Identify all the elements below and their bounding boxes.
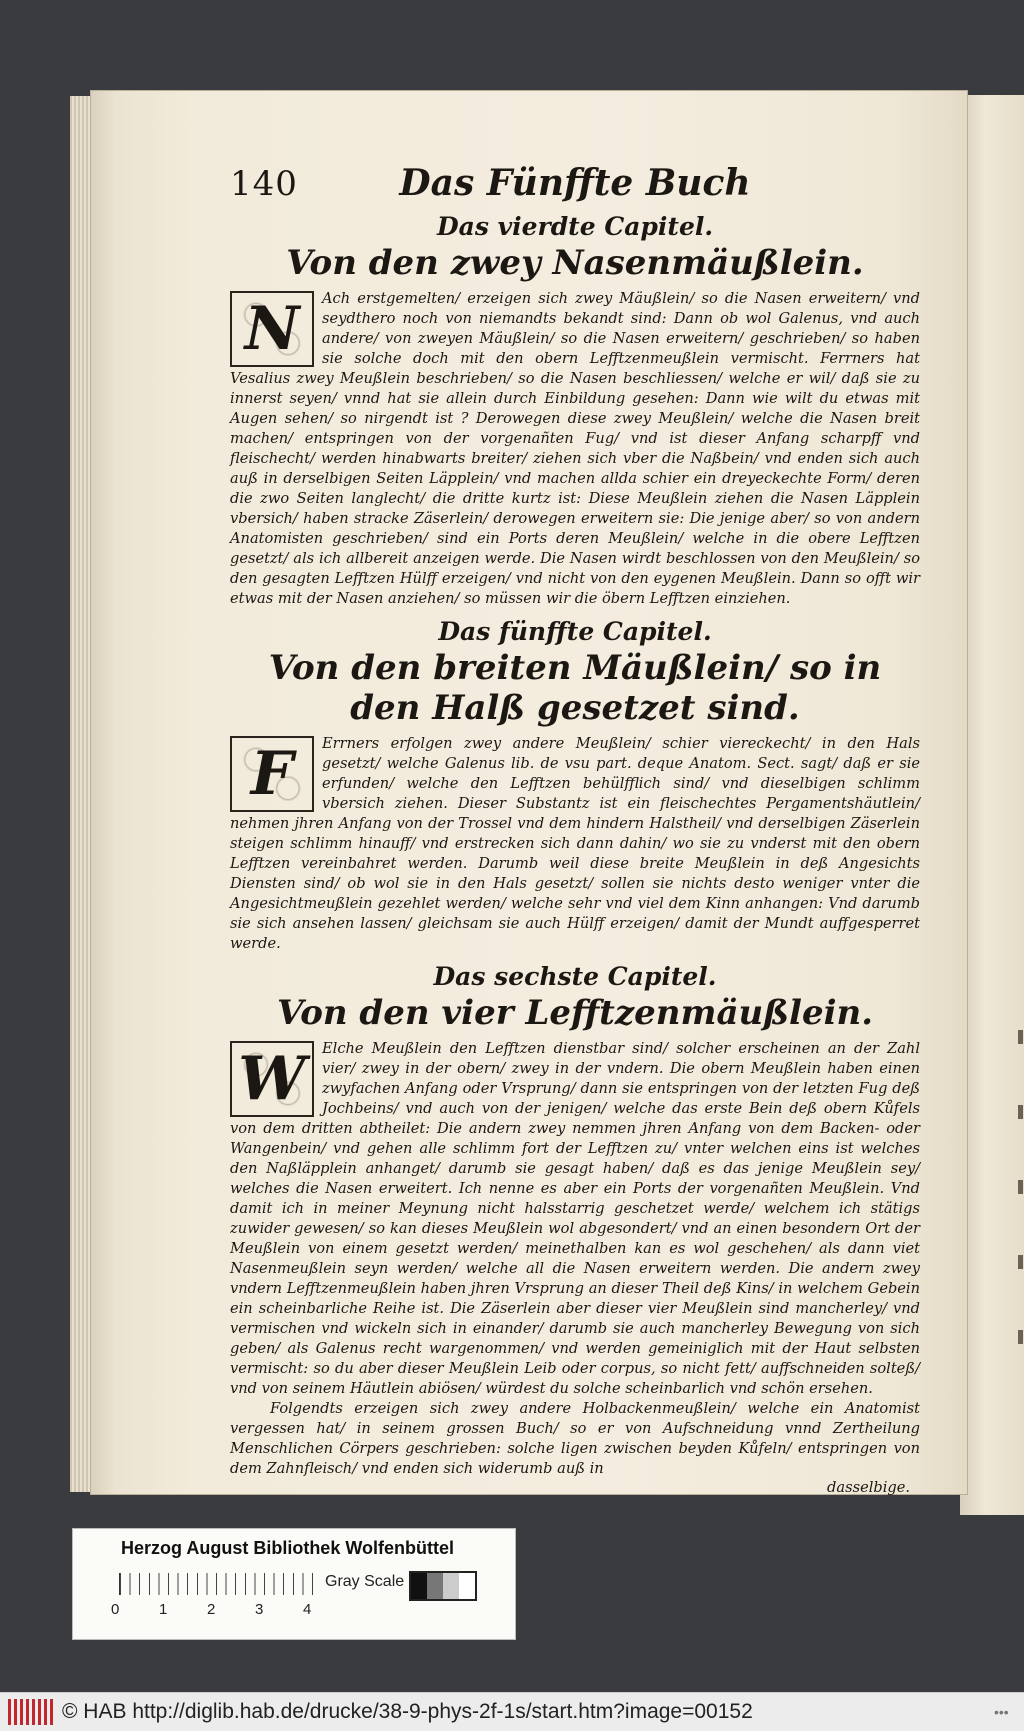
book-page — [90, 90, 968, 1495]
source-url[interactable]: © HAB http://diglib.hab.de/drucke/38-9-phys-2f-1s/start.htm?image=00152 — [62, 1700, 753, 1723]
chapter-section — [230, 212, 920, 609]
chapter-body: Elche Meußlein den Lefftzen dienstbar sind/ solcher erscheinen an der Zahl vier/ zwey in der obern/ zwey in der vndern. Die obern Meußlein haben einen zwyfachen Anfang oder Vrsprung/ dann sie entspringen von der letzten Fug deß Jochbeins/ vnd auch von der jenigen/ welche das erste Bein deß obern Kůfels von dem dritten abtheilet: Die andern zwey nemmen jhren Anfang von dem Backen- oder Wangenbein/ vnd gehen alle schlimm fort der Lefftzen zu/ vnter welchen eins ist welches den Naßläpplein anhanget/ darumb sie gesagt haben/ daß es das jenige Meußlein sey/ welches die Nasen erweitert. Ich nenne es aber ein Ports der vorgenañten Meußlein. Vnd damit ich in meiner Meynung nicht halsstarrig geschetzet werde/ welchem ich stätigs zuwider gewesen/ so kan dieses Meußlein wol abgesondert/ vnd an einen besondern Ort der Meußlein von einem gesetzt werden/ meinethalben kan es wol geschehen/ als dann viet Nasenmeußlein seyn werden/ welche all die Nasen erweitern werden. Die andern zwey vndern Lefftzenmeußlein haben jhren Vrsprung an dieser Theil deß Kins/ in welchem Gebein ein scheinbarliche Reihe ist. Die Zäserlein aber dieser vier Meußlein sind mancherley/ vnd vermischen vnd wickeln sich in einander/ darumb sie auch mancherley Bewegung von sich geben/ als Galenus recht wargenommen/ vnd werden gemeiniglich mit der Haut selbsten vermischt: so du aber dieser Meußlein Leib oder corpus, so nicht fett/ auffschneiden solteß/ vnd von seinem Häutlein abiösen/ würdest du solche scheinbarlich vnd schön ersehen. — [230, 1040, 920, 1398]
ruler-label: 0 — [111, 1601, 120, 1618]
page-number: 140 — [230, 164, 298, 204]
edge-mark — [1018, 1180, 1023, 1194]
ruler-label: 4 — [303, 1601, 312, 1618]
chapter-heading: Von den zwey Nasenmäußlein. — [286, 243, 864, 283]
library-color-card — [72, 1528, 516, 1640]
footer-bar — [0, 1692, 1024, 1731]
chapter-heading: Von den vier Lefftzenmäußlein. — [276, 993, 874, 1034]
more-icon[interactable]: ••• — [994, 1704, 1009, 1720]
ruler-label: 1 — [159, 1601, 168, 1618]
decorated-initial: N — [230, 291, 314, 367]
edge-mark — [1018, 1030, 1023, 1044]
decorated-initial: W — [230, 1041, 314, 1117]
catchword: dasselbige. — [827, 1479, 910, 1497]
chapter-section — [230, 617, 920, 954]
ruler-label: 2 — [207, 1601, 216, 1618]
chapter-section — [230, 962, 920, 1496]
gray-swatch — [427, 1573, 443, 1599]
chapter-label: Das fünffte Capitel. — [438, 617, 712, 647]
gray-scale-label: Gray Scale — [325, 1573, 405, 1590]
chapter-heading: Von den breiten Mäußlein/ so in den Halß gesetzet sind. — [268, 648, 882, 729]
edge-mark — [1018, 1105, 1023, 1119]
chapter-text — [230, 734, 920, 954]
edge-mark — [1018, 1255, 1023, 1269]
chapter-text — [230, 289, 920, 609]
chapter-body: Ach erstgemelten/ erzeigen sich zwey Mäußlein/ so die Nasen erweitern/ vnd seydthero noch von niemandts bekandt sind: Dann ob wol Galenus, vnd auch andere/ von zweyen Mäußlein/ so die Nasen erweitern/ geschrieben/ so haben sie solche doch mit den obern Lefftzenmeußlein vermischt. Ferrners hat Vesalius zwey Meußlein beschrieben/ so die Nasen beschliessen/ welche er wil/ daß sie zu innerst seyen/ vnnd hat sie allein durch Einbildung gesehen: Dann wie wilt du etwas mit Augen sehen/ so nirgendt ist ? Derowegen diese zwey Meußlein/ welche die Nasen breit machen/ entspringen von der vorgenañten Fug/ vnd ist dieser Anfang scharpff vnd fleischecht/ werden hinabwarts breiter/ ziehen sich vber die Naßbein/ vnd enden sich auch auß in derselbigen Seiten Läpplein/ vnd machen allda schier ein dreyeckechte Form/ deren die zwo Seiten langlecht/ die dritte kurtz ist: Diese Meußlein ziehen die Nasen Läpplein vbersich/ haben stracke Zäserlein/ derowegen erweitern sie: Die jenige aber/ so von andern Anatomisten geschrieben/ sind ein Ports deren Meußlein/ welche in die obere Lefftzen gesetzt/ als ich allbereit anzeigen werde. Die Nasen wirdt beschlossen von den Meußlein/ so den gesagten Lefftzen Hülff erzeigen/ vnd nicht von den eygenen Meußlein. Dann so offt wir etwas mit der Nasen anziehen/ so müssen wir die öbern Lefftzen einziehen. — [230, 290, 920, 608]
chapter-text — [230, 1039, 920, 1399]
gray-swatch — [411, 1573, 427, 1599]
library-title: Herzog August Bibliothek Wolfenbüttel — [121, 1538, 454, 1558]
gray-swatch — [459, 1573, 475, 1599]
scale-ruler — [119, 1573, 320, 1595]
chapter-label: Das sechste Capitel. — [433, 962, 717, 992]
edge-mark — [1018, 1330, 1023, 1344]
gray-scale-swatch — [409, 1571, 477, 1601]
hab-logo-icon — [8, 1699, 54, 1725]
page-content — [230, 160, 920, 1504]
ruler-labels — [111, 1601, 351, 1621]
gray-swatch — [443, 1573, 459, 1599]
decorated-initial: F — [230, 736, 314, 812]
chapter-body: Errners erfolgen zwey andere Meußlein/ schier viereckecht/ in den Hals gesetzt/ welche Galenus lib. de vsu part. deque Anatom. Sect. sagt/ daß er sie erfunden/ welche den Lefftzen behülfflich sind/ vnd dieselbigen schlimm vbersich ziehen. Dieser Substantz ist ein fleischechtes Pergamentshäutlein/ nehmen jhren Anfang von der Trossel vnd dem hindern Halstheil/ vnd derselbigen Zäserlein steigen schlimm hinauff/ vnd erstrecken sich dann dahin/ wo sie zu vnderst mit den obern Lefftzen vereinbahret werden. Darumb weil diese breite Meußlein in deß Angesichts Diensten sind/ ob wol sie in den Hals gesetzt/ sollen sie nichts desto weniger vnter die Angesichtmeußlein gezehlet werden/ welche sehr vnd viel dem Kinn anhangen: Vnd darumb sie sich ansehen lassen/ gleichsam sie auch Hülff erzeigen/ damit der Mundt auffgesperret werde. — [230, 735, 920, 953]
running-title: Das Fünffte Buch — [399, 162, 751, 204]
running-head — [230, 160, 920, 206]
chapter-paragraph: Folgendts erzeigen sich zwey andere Holbackenmeußlein/ welche ein Anatomist vergessen hat/ in seinem grossen Buch/ so er von Aufschneidung vnnd Zertheilung Menschlichen Cörpers geschrieben: solche ligen zwischen beyden Kůfeln/ entspringen von dem Zahnfleisch/ vnd enden sich widerumb auß in — [230, 1400, 920, 1478]
chapter-label: Das vierdte Capitel. — [436, 212, 714, 241]
ruler-label: 3 — [255, 1601, 264, 1618]
next-page-edge — [960, 95, 1024, 1515]
